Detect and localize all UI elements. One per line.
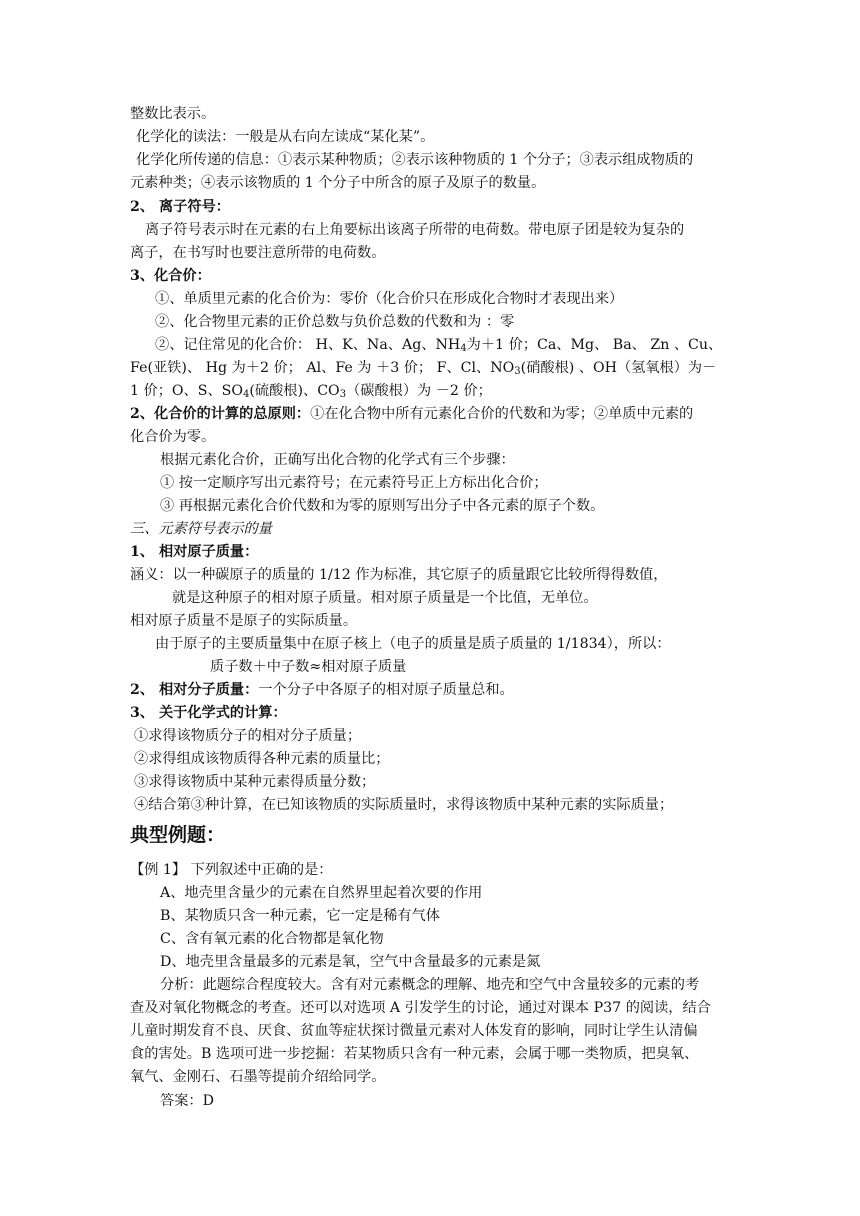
text-line: 儿童时期发育不良、厌食、贫血等症状探讨微量元素对人体发育的影响，同时让学生认清偏 [130,1023,698,1039]
text-line [130,403,693,425]
text-line: 相对原子质量不是原子的实际质量。 [130,613,358,629]
text-fragment: (硫酸根)、CO [249,383,340,399]
section-heading: 3、化合价： [130,268,211,284]
text-line: 查及对氧化物概念的考查。还可以对选项 A 引发学生的讨论，通过对课本 P37 的阅读，结合 [130,1000,711,1016]
text-line: 元素种类；④表示该物质的 1 个分子中所含的原子及原子的数量。 [130,175,546,191]
option-b: B、某物质只含一种元素，它一定是稀有气体 [160,908,440,924]
subscript: 4 [243,389,250,400]
text-line: 整数比表示。 [130,106,216,122]
text-line: 由于原子的主要质量集中在原子核上（电子的质量是质子质量的 1/1834），所以： [155,636,671,652]
text-line: 涵义：以一种碳原子的质量的 1/12 作为标准，其它原子的质量跟它比较所得得数值， [130,567,668,583]
option-c: C、含有氧元素的化合物都是氧化物 [160,931,384,947]
answer: 答案：D [160,1093,214,1109]
list-item: ④结合第③种计算，在已知该物质的实际质量时，求得该物质中某种元素的实际质量； [134,797,674,813]
text-fragment: ②、记住常见的化合价： H、K、Na、Ag、NH [155,337,461,353]
text-fragment: 1 价；O、S、SO [130,383,243,399]
section-heading: 3、 关于化学式的计算： [130,705,287,721]
section-heading: 2、 离子符号： [130,199,230,215]
list-item: ②求得组成该物质得各种元素的质量比； [134,751,390,767]
text-fragment: 一个分子中各原子的相对原子质量总和。 [258,682,514,698]
text-line: 分析：此题综合程度较大。含有对元素概念的理解、地壳和空气中含量较多的元素的考 [160,977,700,993]
text-line: ③ 再根据元素化合价代数和为零的原则写出分子中各元素的原子个数。 [160,498,605,514]
option-a: A、地壳里含量少的元素在自然界里起着次要的作用 [160,885,483,901]
text-line: 氧气、金刚石、石墨等提前介绍给同学。 [130,1069,386,1085]
example-heading: 【例 1】 下列叙述中正确的是： [130,862,333,878]
page-title: 典型例题： [130,824,226,846]
text-line: ②、化合物里元素的正价总数与负价总数的代数和为 ：零 [155,314,515,330]
subscript: 4 [460,343,467,354]
text-line: 化学化的读法：一般是从右向左读成“某化某”。 [136,129,435,145]
text-line: 化合价为零。 [130,429,216,445]
subscript: 3 [339,389,347,400]
text-line: 化学化所传递的信息：①表示某种物质；②表示该种物质的 1 个分子；③表示组成物质的 [136,152,694,168]
section-heading: 1、 相对原子质量： [130,544,259,560]
text-line: 质子数＋中子数≈相对原子质量 [210,659,407,675]
section-heading: 三、元素符号表示的量 [130,521,272,537]
text-fragment: ①在化合物中所有元素化合价的代数和为零；②单质中元素的 [310,406,694,422]
list-item: ①求得该物质分子的相对分子质量； [134,728,362,744]
subscript: 3 [514,366,521,377]
text-fragment: （碳酸根）为 －2 价； [346,383,492,399]
text-line [130,679,514,701]
text-line: 离子，在书写时也要注意所带的电荷数。 [130,245,386,261]
text-line: 食的害处。B 选项可进一步挖掘：若某物质只含有一种元素，会属于哪一类物质，把臭氧、 [130,1046,699,1062]
text-line: 就是这种原子的相对原子质量。相对原子质量是一个比值，无单位。 [172,590,598,606]
option-d: D、地壳里含量最多的元素是氧，空气中含量最多的元素是氮 [160,954,541,970]
text-line: 根据元素化合价，正确写出化合物的化学式有三个步骤： [160,452,515,468]
text-fragment: 2、化合价的计算的总原则： [130,406,311,422]
text-fragment: 2、 相对分子质量： [130,682,259,698]
text-fragment: Fe(亚铁)、 Hg 为＋2 价； Al、Fe 为 ＋3 价； F、Cl、NO [130,360,515,376]
text-line: ①、单质里元素的化合价为：零价（化合价只在形成化合物时才表现出来） [155,291,624,307]
list-item: ③求得该物质中某种元素得质量分数； [134,774,376,790]
text-line: 离子符号表示时在元素的右上角要标出该离子所带的电荷数。带电原子团是较为复杂的 [145,222,685,238]
text-fragment: 为＋1 价；Ca、Mg、 Ba、 Zn 、Cu、 [466,337,723,353]
text-fragment: (硝酸根) 、OH（氢氧根）为－ [520,360,717,376]
text-line: ① 按一定顺序写出元素符号；在元素符号正上方标出化合价； [160,475,548,491]
